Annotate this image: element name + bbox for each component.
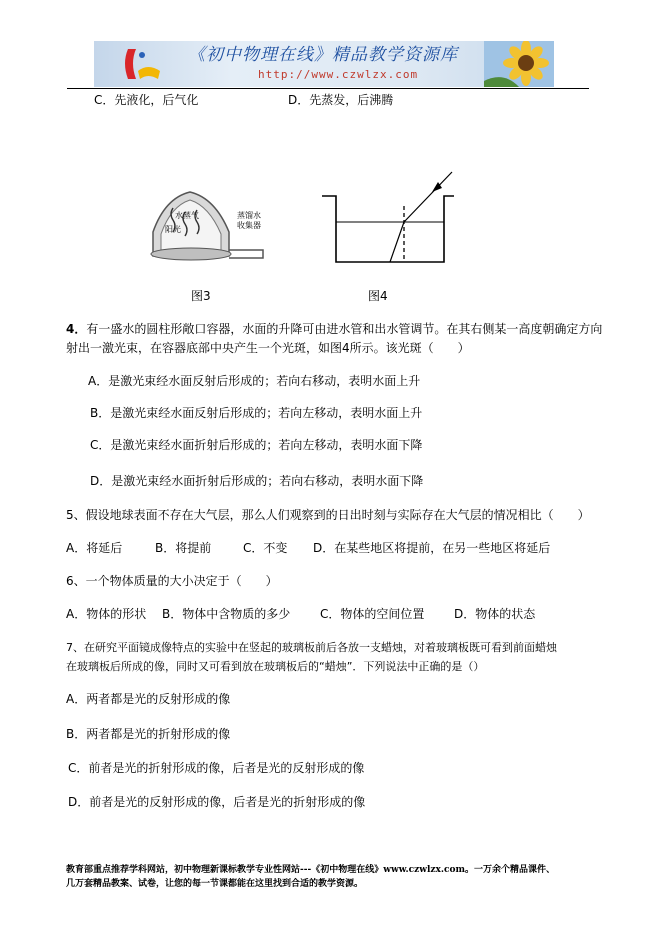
figure-4-container-laser bbox=[320, 168, 460, 268]
q7-option-d: D．前者是光的反射形成的像，后者是光的折射形成的像 bbox=[68, 795, 366, 809]
q5-option-c: C．不变 bbox=[243, 541, 288, 555]
q3-option-d: D．先蒸发，后沸腾 bbox=[288, 93, 394, 107]
q7-option-c: C．前者是光的折射形成的像，后者是光的反射形成的像 bbox=[68, 761, 365, 775]
footer-line-1: 教育部重点推荐学科网站，初中物理新课标教学专业性网站---《初中物理在线》www.czwlzx.com。一万余个精品课件、 bbox=[66, 865, 556, 875]
q7-stem-line-1: 7、在研究平面镜成像特点的实验中在竖起的玻璃板前后各放一支蜡烛，对着玻璃板既可看到前面蜡烛 bbox=[66, 641, 557, 654]
q4-option-c: C．是激光束经水面折射后形成的；若向左移动，表明水面下降 bbox=[90, 438, 423, 452]
fig3-label-vapor: 水蒸气 bbox=[175, 211, 199, 220]
q4-stem-1: 有一盛水的圆柱形敞口容器，水面的升降可由进水管和出水管调节。在其右侧某一高度朝确定方向 bbox=[86, 322, 603, 336]
q5-stem: 5、假设地球表面不存在大气层，那么人们观察到的日出时刻与实际存在大气层的情况相比（ ） bbox=[66, 508, 590, 522]
banner-url-link[interactable]: http://www.czwlzx.com bbox=[258, 68, 419, 81]
sunflower-image bbox=[484, 41, 554, 87]
q6-option-b: B．物体中含物质的多少 bbox=[162, 607, 291, 621]
header-banner bbox=[94, 41, 554, 87]
q5-option-b: B．将提前 bbox=[155, 541, 212, 555]
q4-text-line-1 bbox=[66, 322, 602, 336]
site-logo bbox=[114, 41, 174, 87]
q4-text-line-2: 射出一激光束，在容器底部中央产生一个光斑，如图4所示。该光斑（ ） bbox=[66, 341, 470, 355]
q6-option-d: D．物体的状态 bbox=[454, 607, 536, 621]
q5-option-a: A．将延后 bbox=[66, 541, 123, 555]
q4-option-d: D．是激光束经水面折射后形成的；若向右移动，表明水面下降 bbox=[90, 474, 424, 488]
footer-line-2: 几万套精品教案、试卷，让您的每一节课都能在这里找到合适的教学资源。 bbox=[66, 879, 364, 889]
figure-4-caption: 图4 bbox=[368, 289, 388, 303]
banner-title: 《初中物理在线》精品教学资源库 bbox=[188, 45, 458, 65]
q7-stem-line-2: 在玻璃板后所成的像，同时又可看到放在玻璃板后的“蜡烛”．下列说法中正确的是（） bbox=[66, 660, 485, 673]
q6-stem: 6、一个物体质量的大小决定于（ ） bbox=[66, 574, 278, 588]
q7-option-a: A．两者都是光的反射形成的像 bbox=[66, 692, 231, 706]
q4-option-a: A．是激光束经水面反射后形成的；若向右移动，表明水面上升 bbox=[88, 374, 421, 388]
q6-option-a: A．物体的形状 bbox=[66, 607, 147, 621]
q3-option-c: C．先液化，后气化 bbox=[94, 93, 199, 107]
q4-number: 4． bbox=[66, 322, 87, 336]
fig3-label-sunlight: 阳光 bbox=[165, 225, 181, 234]
q4-option-b: B．是激光束经水面反射后形成的；若向左移动，表明水面上升 bbox=[90, 406, 423, 420]
q5-option-d: D．在某些地区将提前，在另一些地区将延后 bbox=[313, 541, 551, 555]
fig3-label-collector: 收集器 bbox=[237, 221, 261, 230]
q7-option-b: B．两者都是光的折射形成的像 bbox=[66, 727, 231, 741]
header-rule bbox=[67, 88, 589, 89]
figure-3-distillation bbox=[145, 188, 275, 263]
fig3-label-water: 蒸馏水 bbox=[237, 211, 261, 220]
q6-option-c: C．物体的空间位置 bbox=[320, 607, 425, 621]
figure-3-caption: 图3 bbox=[191, 289, 211, 303]
